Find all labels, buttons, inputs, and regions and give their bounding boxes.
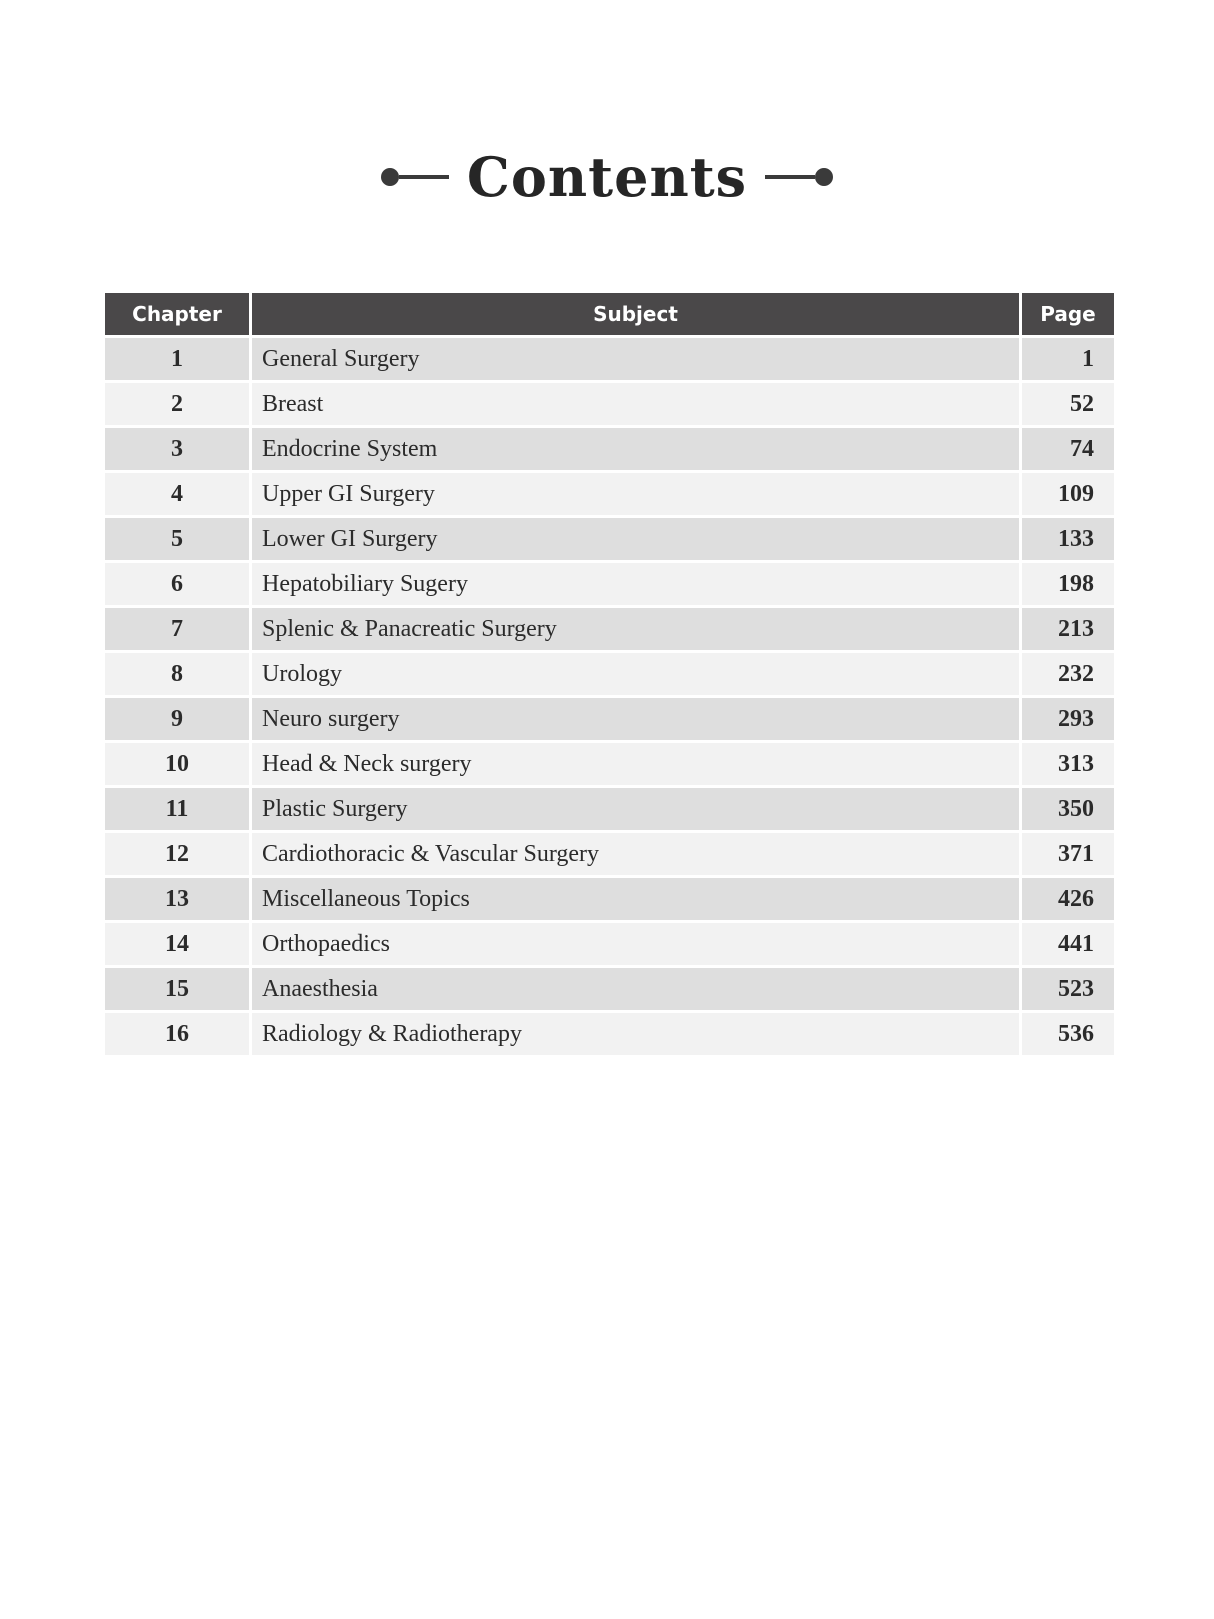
table-row (105, 653, 1114, 695)
table-row (105, 428, 1114, 470)
table-row (105, 923, 1114, 965)
column-header-subject: Subject (252, 293, 1019, 335)
page-number: 441 (1022, 923, 1114, 965)
chapter-number: 3 (105, 428, 249, 470)
page-number: 109 (1022, 473, 1114, 515)
page-number: 523 (1022, 968, 1114, 1010)
page-number: 133 (1022, 518, 1114, 560)
chapter-subject: Breast (252, 383, 1019, 425)
contents-table (102, 290, 1117, 1058)
chapter-subject: Endocrine System (252, 428, 1019, 470)
table-row (105, 473, 1114, 515)
chapter-number: 4 (105, 473, 249, 515)
chapter-number: 10 (105, 743, 249, 785)
column-header-chapter: Chapter (105, 293, 249, 335)
chapter-number: 7 (105, 608, 249, 650)
chapter-number: 11 (105, 788, 249, 830)
table-row (105, 968, 1114, 1010)
page-number: 371 (1022, 833, 1114, 875)
table-row (105, 743, 1114, 785)
page-number: 232 (1022, 653, 1114, 695)
ornament-line (765, 175, 815, 179)
chapter-number: 5 (105, 518, 249, 560)
chapter-subject: Plastic Surgery (252, 788, 1019, 830)
table-row (105, 833, 1114, 875)
table-row (105, 518, 1114, 560)
chapter-subject: Anaesthesia (252, 968, 1019, 1010)
contents-heading (0, 145, 1214, 209)
chapter-subject: Orthopaedics (252, 923, 1019, 965)
chapter-subject: Lower GI Surgery (252, 518, 1019, 560)
page-number: 536 (1022, 1013, 1114, 1055)
ornament-dot (815, 168, 833, 186)
chapter-subject: Cardiothoracic & Vascular Surgery (252, 833, 1019, 875)
page-number: 313 (1022, 743, 1114, 785)
table-row (105, 698, 1114, 740)
chapter-subject: Neuro surgery (252, 698, 1019, 740)
table-header-row (105, 293, 1114, 335)
chapter-number: 1 (105, 338, 249, 380)
page-number: 198 (1022, 563, 1114, 605)
chapter-subject: Splenic & Panacreatic Surgery (252, 608, 1019, 650)
chapter-number: 12 (105, 833, 249, 875)
chapter-subject: Urology (252, 653, 1019, 695)
chapter-number: 15 (105, 968, 249, 1010)
left-ornament (381, 168, 449, 186)
page-number: 52 (1022, 383, 1114, 425)
chapter-number: 13 (105, 878, 249, 920)
ornament-line (399, 175, 449, 179)
chapter-subject: Hepatobiliary Sugery (252, 563, 1019, 605)
chapter-subject: Radiology & Radiotherapy (252, 1013, 1019, 1055)
chapter-subject: General Surgery (252, 338, 1019, 380)
page-number: 293 (1022, 698, 1114, 740)
page-number: 74 (1022, 428, 1114, 470)
chapter-number: 16 (105, 1013, 249, 1055)
chapter-number: 9 (105, 698, 249, 740)
table-row (105, 608, 1114, 650)
page-number: 1 (1022, 338, 1114, 380)
chapter-number: 14 (105, 923, 249, 965)
table-row (105, 878, 1114, 920)
column-header-page: Page (1022, 293, 1114, 335)
page-number: 426 (1022, 878, 1114, 920)
page-number: 350 (1022, 788, 1114, 830)
table-row (105, 383, 1114, 425)
chapter-number: 8 (105, 653, 249, 695)
chapter-subject: Upper GI Surgery (252, 473, 1019, 515)
chapter-subject: Miscellaneous Topics (252, 878, 1019, 920)
page-title: Contents (466, 145, 748, 209)
table-body (105, 338, 1114, 1055)
chapter-subject: Head & Neck surgery (252, 743, 1019, 785)
right-ornament (765, 168, 833, 186)
table-row (105, 788, 1114, 830)
table-row (105, 1013, 1114, 1055)
table-row (105, 563, 1114, 605)
chapter-number: 2 (105, 383, 249, 425)
chapter-number: 6 (105, 563, 249, 605)
table-row (105, 338, 1114, 380)
page-number: 213 (1022, 608, 1114, 650)
ornament-dot (381, 168, 399, 186)
